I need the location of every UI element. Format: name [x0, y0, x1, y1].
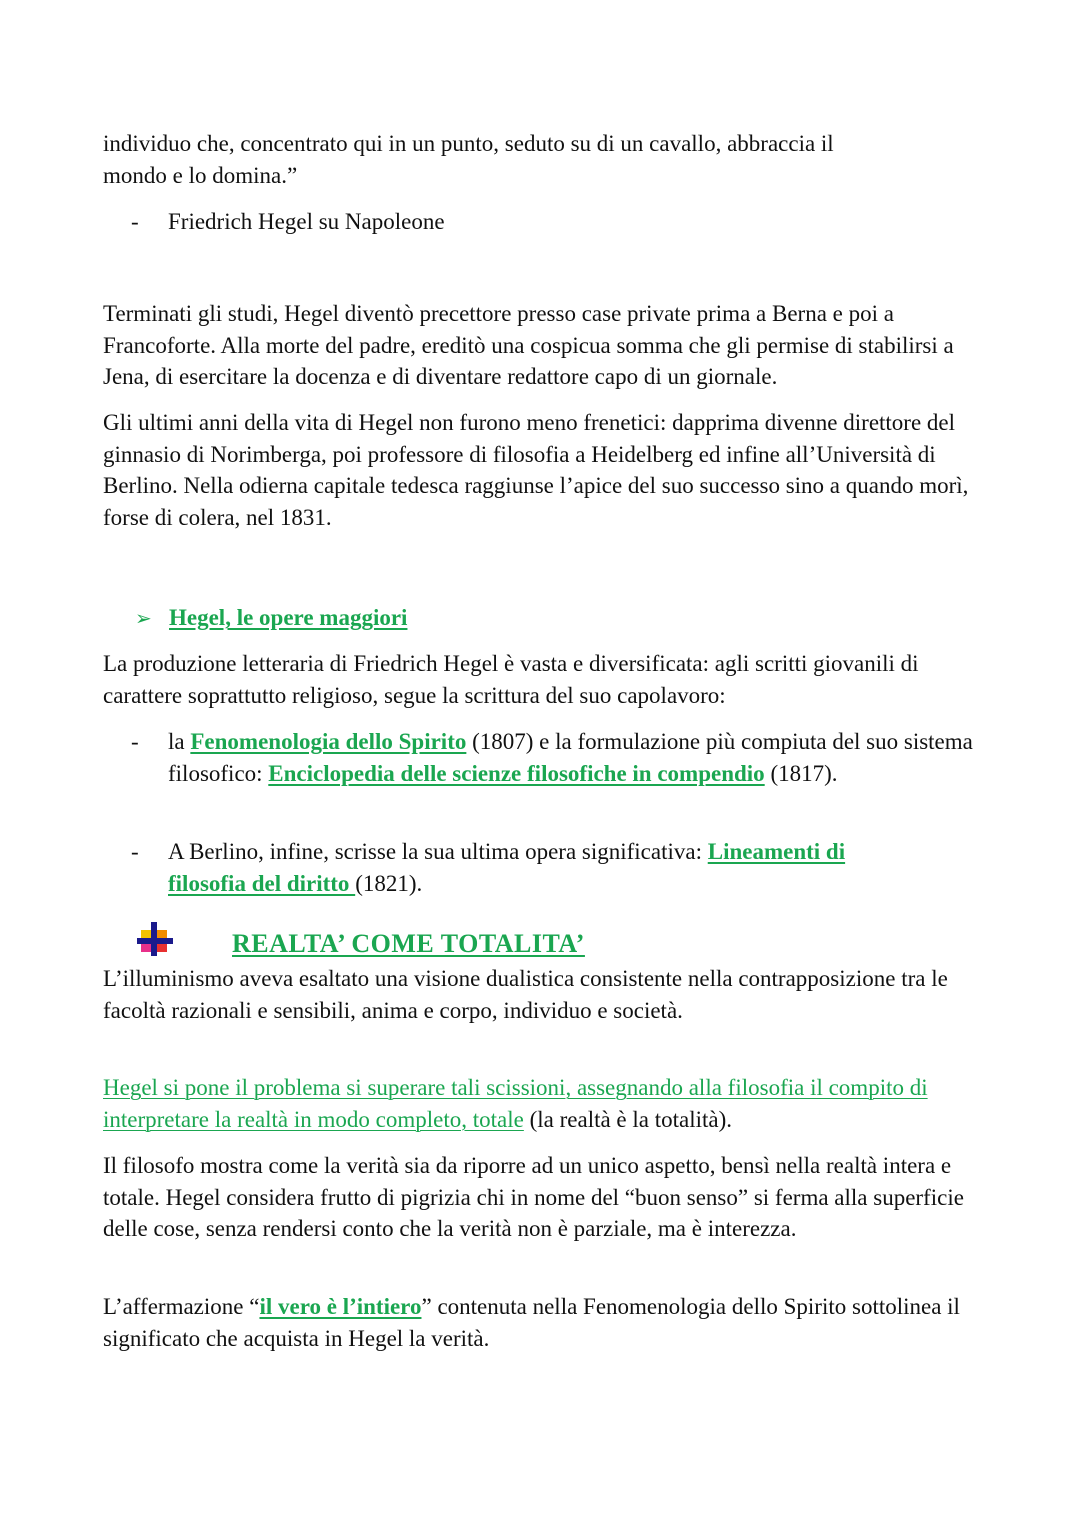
- cross-icon: [137, 922, 173, 956]
- dash-bullet: -: [131, 729, 139, 754]
- link-il-vero[interactable]: il vero è l’intiero: [259, 1294, 422, 1319]
- arrow-icon: ➢: [135, 606, 152, 630]
- text-fragment: (la realtà è la totalità).: [523, 1106, 733, 1132]
- text-fragment: la: [168, 729, 191, 754]
- section-paragraph-4: [103, 1291, 983, 1354]
- section-paragraph-1: L’illuminismo aveva esaltato una visione dualistica consistente nella contrapposizione tra le facoltà razionali e sensibili, anima e corpo, individuo e società.: [103, 966, 948, 1023]
- works-item-1-text: [168, 726, 981, 789]
- text-fragment: L’affermazione “: [103, 1294, 260, 1319]
- link-fenomenologia[interactable]: Fenomenologia dello Spirito: [190, 729, 467, 754]
- section-title: REALTA’ COME TOTALITA’: [232, 929, 585, 958]
- dash-bullet: -: [131, 839, 139, 864]
- text-fragment: (1817).: [764, 760, 838, 786]
- dash-bullet: -: [131, 209, 139, 234]
- section-paragraph-2: [103, 1072, 983, 1135]
- text-fragment: (1821).: [355, 870, 423, 896]
- works-heading-text[interactable]: Hegel, le opere maggiori: [169, 605, 408, 630]
- text-fragment: (1807) e la formulazione più compiuta del suo sistema filosofico:: [168, 729, 973, 786]
- quote-text: [103, 128, 983, 191]
- bio-paragraph-2: Gli ultimi anni della vita di Hegel non furono meno frenetici: dapprima divenne direttore del ginnasio di Norimberga, poi professore di filosofia a Heidelberg ed infine all’Università di Berlino. Nella odierna capitale tedesca raggiunse l’apice del suo successo sino a quando morì, forse di colera, nel 1831.: [103, 410, 969, 530]
- works-heading: [135, 602, 407, 634]
- works-item-2-text: [168, 836, 928, 899]
- quote-line-2: mondo e lo domina.”: [103, 162, 298, 188]
- section-paragraph-3: Il filosofo mostra come la verità sia da riporre ad un unico aspetto, bensì nella realtà intera e totale. Hegel considera frutto di pigrizia chi in nome del “buon senso” si ferma alla superficie delle cose, senza rendersi conto che la verità non è parziale, ma è interezza.: [103, 1153, 964, 1241]
- quote-line-1: individuo che, concentrato qui in un punto, seduto su di un cavallo, abbraccia il: [103, 131, 834, 156]
- attribution-text: Friedrich Hegel su Napoleone: [168, 209, 445, 234]
- text-fragment: ” contenuta nella Fenomenologia dello Spirito sottolinea il significato che acquista in Hegel la verità.: [103, 1294, 960, 1351]
- text-fragment: A Berlino, infine, scrisse la sua ultima opera significativa:: [168, 839, 708, 864]
- highlighted-statement: Hegel si pone il problema si superare tali scissioni, assegnando alla filosofia il compito di interpretare la realtà in modo completo, totale: [103, 1075, 928, 1132]
- bio-paragraph-1: Terminati gli studi, Hegel diventò precettore presso case private prima a Berna e poi a Francoforte. Alla morte del padre, ereditò una cospicua somma che gli permise di stabilirsi a Jena, di esercitare la docenza e di diventare redattore capo di un giornale.: [103, 301, 954, 389]
- link-enciclopedia[interactable]: Enciclopedia delle scienze filosofiche in compendio: [268, 760, 765, 786]
- works-intro: La produzione letteraria di Friedrich Hegel è vasta e diversificata: agli scritti giovanili di carattere soprattutto religioso, segue la scrittura del suo capolavoro:: [103, 651, 919, 708]
- link-lineamenti[interactable]: Lineamenti di filosofia del diritto: [168, 839, 846, 896]
